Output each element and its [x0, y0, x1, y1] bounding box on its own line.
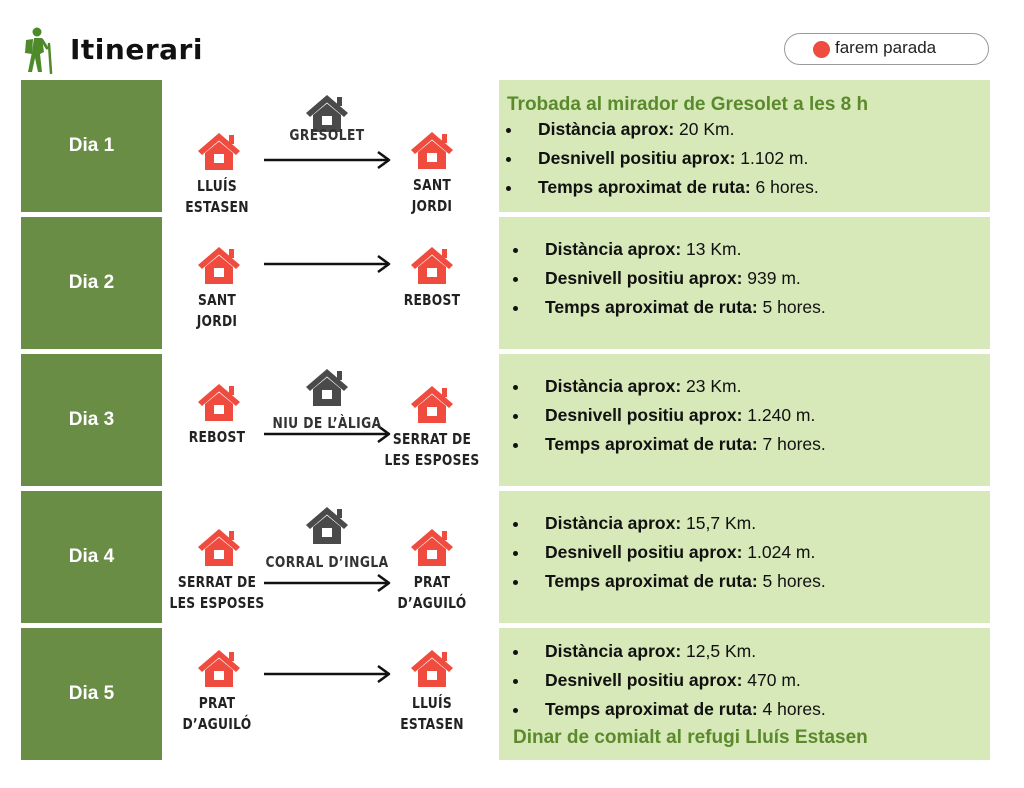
refuge-icon — [197, 649, 241, 689]
distance-item — [499, 509, 826, 538]
stop-refuge — [305, 506, 349, 546]
day-details — [499, 628, 990, 760]
origin-name — [168, 572, 266, 614]
details-list — [499, 637, 826, 724]
stop-marker-icon — [813, 41, 830, 58]
distance-label: Distància aprox: — [545, 239, 682, 259]
elevation-label: Desnivell positiu aprox: — [545, 670, 743, 690]
destination-name-line: LLUÍS — [412, 694, 452, 712]
time-item — [499, 567, 826, 596]
destination-name-line: PRAT — [413, 573, 451, 591]
elevation-item — [499, 538, 826, 567]
day-row — [0, 217, 1024, 349]
arrow-right-icon — [264, 573, 392, 593]
refuge-icon — [197, 528, 241, 568]
elevation-value: 939 m. — [747, 268, 801, 288]
day-label-box — [21, 354, 162, 486]
origin-refuge — [197, 649, 241, 689]
elevation-value: 1.240 m. — [747, 405, 816, 425]
elevation-label: Desnivell positiu aprox: — [545, 405, 743, 425]
origin-name-line: REBOST — [188, 428, 246, 446]
day-label-box — [21, 80, 162, 212]
route-arrow — [264, 664, 392, 684]
destination-refuge — [410, 131, 454, 171]
arrow-right-icon — [264, 254, 392, 274]
route-arrow — [264, 573, 392, 593]
stop-refuge — [305, 368, 349, 408]
day-label: Dia 2 — [68, 272, 115, 293]
origin-name-line: LES ESPOSES — [169, 594, 265, 612]
time-value: 5 hores. — [762, 571, 826, 591]
stop-name: GRESOLET — [289, 126, 365, 144]
elevation-item — [499, 264, 826, 293]
route-diagram — [162, 628, 498, 760]
time-value: 7 hores. — [762, 434, 826, 454]
elevation-value: 470 m. — [747, 670, 801, 690]
route-diagram — [162, 354, 498, 486]
refuge-icon — [410, 528, 454, 568]
hiker-icon — [20, 26, 54, 74]
day-details — [499, 491, 990, 623]
distance-value: 20 Km. — [679, 119, 735, 139]
origin-name-line: ESTASEN — [185, 198, 249, 216]
route-diagram — [162, 217, 498, 349]
destination-refuge — [410, 649, 454, 689]
time-label: Temps aproximat de ruta: — [545, 571, 758, 591]
origin-name-line: JORDI — [196, 312, 238, 330]
time-value: 4 hores. — [762, 699, 826, 719]
distance-label: Distància aprox: — [538, 119, 675, 139]
details-list — [492, 115, 819, 202]
day-label: Dia 1 — [68, 135, 115, 156]
time-label: Temps aproximat de ruta: — [538, 177, 751, 197]
day-label: Dia 3 — [68, 409, 115, 430]
origin-name-line: SANT — [197, 291, 237, 309]
destination-name-line: ESTASEN — [400, 715, 464, 733]
refuge-icon — [410, 246, 454, 286]
distance-value: 13 Km. — [686, 239, 742, 259]
day-label-box — [21, 217, 162, 349]
refuge-icon — [410, 649, 454, 689]
arrow-right-icon — [264, 664, 392, 684]
origin-refuge — [197, 246, 241, 286]
refuge-icon — [197, 246, 241, 286]
day-row — [0, 354, 1024, 486]
distance-item — [492, 115, 819, 144]
legend — [784, 33, 989, 65]
day-row — [0, 491, 1024, 623]
elevation-value: 1.102 m. — [740, 148, 809, 168]
route-arrow — [264, 254, 392, 274]
details-list — [499, 372, 826, 459]
destination-name — [383, 175, 481, 217]
distance-label: Distància aprox: — [545, 513, 682, 533]
elevation-item — [492, 144, 819, 173]
time-value: 5 hores. — [762, 297, 826, 317]
time-label: Temps aproximat de ruta: — [545, 699, 758, 719]
legend-label: farem parada — [835, 38, 937, 57]
destination-refuge — [410, 528, 454, 568]
elevation-label: Desnivell positiu aprox: — [538, 148, 736, 168]
distance-label: Distància aprox: — [545, 641, 682, 661]
day-details — [499, 80, 990, 212]
farewell-note: Dinar de comialt al refugi Lluís Estasen — [513, 727, 868, 748]
distance-value: 12,5 Km. — [686, 641, 757, 661]
refuge-icon — [410, 385, 454, 425]
day-details — [499, 354, 990, 486]
stop-house-icon — [305, 506, 349, 546]
destination-name-line: D’AGUILÓ — [397, 594, 467, 612]
details-list — [499, 235, 826, 322]
origin-name — [168, 176, 266, 218]
destination-name-line: LES ESPOSES — [384, 451, 480, 469]
destination-refuge — [410, 246, 454, 286]
origin-name — [168, 427, 266, 448]
elevation-label: Desnivell positiu aprox: — [545, 268, 743, 288]
time-item — [499, 430, 826, 459]
origin-name-line: LLUÍS — [197, 177, 237, 195]
distance-value: 15,7 Km. — [686, 513, 757, 533]
distance-item — [499, 235, 826, 264]
day-label: Dia 5 — [68, 683, 115, 704]
destination-name — [383, 572, 481, 614]
origin-name — [168, 290, 266, 332]
day-label-box — [21, 491, 162, 623]
refuge-icon — [410, 131, 454, 171]
route-diagram — [162, 80, 498, 216]
destination-name-line: SERRAT DE — [392, 430, 472, 448]
origin-name-line: PRAT — [198, 694, 236, 712]
origin-refuge — [197, 132, 241, 172]
destination-refuge — [410, 385, 454, 425]
origin-refuge — [197, 528, 241, 568]
elevation-item — [499, 401, 826, 430]
time-label: Temps aproximat de ruta: — [545, 297, 758, 317]
day-label-box — [21, 628, 162, 760]
time-item — [499, 695, 826, 724]
time-value: 6 hores. — [755, 177, 819, 197]
arrow-right-icon — [264, 150, 392, 170]
distance-item — [499, 372, 826, 401]
elevation-item — [499, 666, 826, 695]
stop-house-icon — [305, 368, 349, 408]
elevation-label: Desnivell positiu aprox: — [545, 542, 743, 562]
refuge-icon — [197, 383, 241, 423]
route-diagram — [162, 491, 498, 623]
origin-name-line: SERRAT DE — [177, 573, 257, 591]
distance-value: 23 Km. — [686, 376, 742, 396]
day-row — [0, 80, 1024, 216]
day-details — [499, 217, 990, 349]
origin-name-line: D’AGUILÓ — [182, 715, 252, 733]
time-item — [492, 173, 819, 202]
destination-name — [383, 290, 481, 311]
details-list — [499, 509, 826, 596]
route-arrow — [264, 150, 392, 170]
destination-name-line: REBOST — [403, 291, 461, 309]
distance-label: Distància aprox: — [545, 376, 682, 396]
destination-name-line: JORDI — [411, 197, 453, 215]
origin-name — [168, 693, 266, 735]
stop-name: CORRAL D’INGLA — [265, 553, 389, 571]
day-label: Dia 4 — [68, 546, 115, 567]
origin-refuge — [197, 383, 241, 423]
page-title: Itinerari — [70, 33, 203, 66]
header — [0, 0, 1024, 80]
elevation-value: 1.024 m. — [747, 542, 816, 562]
stop-name: NIU DE L’ÀLIGA — [272, 414, 382, 432]
day-row — [0, 628, 1024, 760]
destination-name — [383, 693, 481, 735]
time-item — [499, 293, 826, 322]
destination-name-line: SANT — [412, 176, 452, 194]
distance-item — [499, 637, 826, 666]
time-label: Temps aproximat de ruta: — [545, 434, 758, 454]
destination-name — [383, 429, 481, 471]
refuge-icon — [197, 132, 241, 172]
meeting-note: Trobada al mirador de Gresolet a les 8 h — [507, 94, 869, 115]
